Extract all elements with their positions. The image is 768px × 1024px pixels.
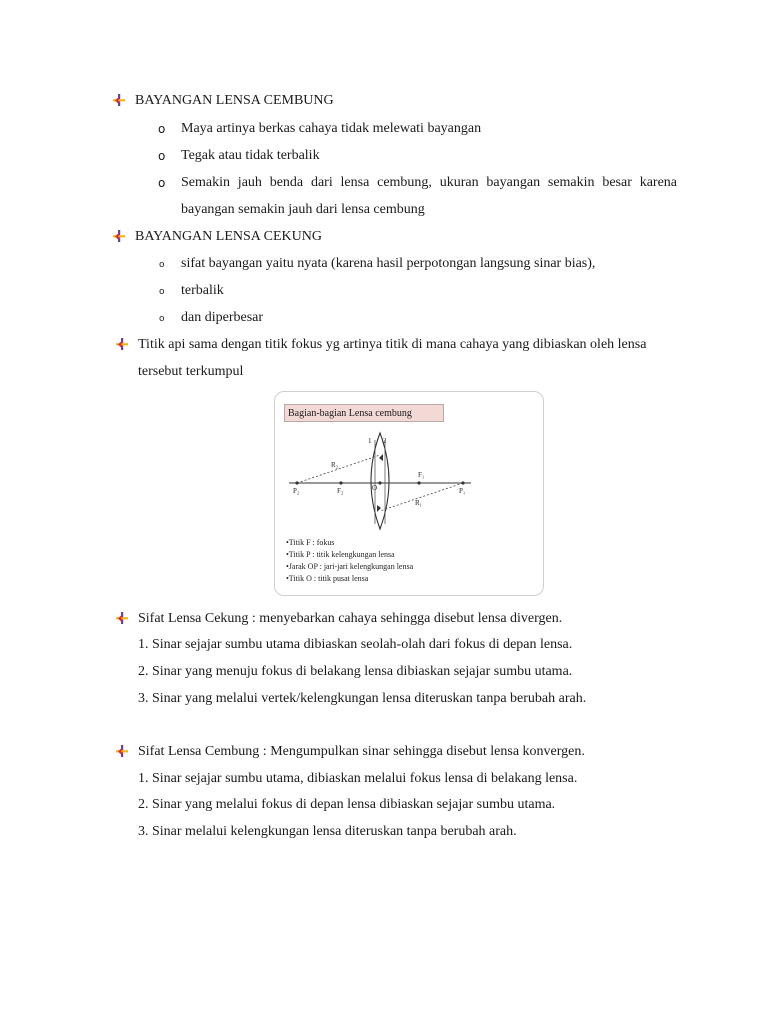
- paragraph-line: tersebut terkumpul: [138, 364, 244, 379]
- arrow-bullet-icon: [112, 93, 126, 107]
- list-item: 1. Sinar sejajar sumbu utama, dibiaskan melalui fokus lensa di belakang lensa.: [138, 771, 578, 786]
- circle-bullet-icon: o: [158, 149, 166, 163]
- circle-bullet-icon: o: [159, 287, 165, 297]
- circle-bullet-icon: o: [159, 260, 165, 270]
- section-heading: BAYANGAN LENSA CEKUNG: [135, 229, 322, 244]
- figure-title: Bagian-bagian Lensa cembung: [284, 404, 444, 422]
- list-item: 1. Sinar sejajar sumbu utama dibiaskan seolah-olah dari fokus di depan lensa.: [138, 637, 573, 652]
- arrow-bullet-icon: [112, 229, 126, 243]
- label-f1: F₁: [418, 471, 425, 479]
- label-o: O: [372, 484, 378, 492]
- label-r1: R₁: [415, 499, 423, 507]
- circle-bullet-icon: o: [158, 176, 166, 190]
- legend-item: •Titik P : titik kelengkungan lensa: [286, 550, 395, 559]
- label-2: 2: [383, 437, 387, 445]
- legend-item: •Titik O : titik pusat lensa: [286, 574, 369, 583]
- list-item: dan diperbesar: [181, 310, 264, 325]
- lens-diagram-figure: [274, 391, 544, 596]
- section-heading: BAYANGAN LENSA CEMBUNG: [135, 93, 334, 108]
- section-heading: Sifat Lensa Cekung : menyebarkan cahaya sehingga disebut lensa divergen.: [138, 611, 563, 626]
- legend-item: •Jarak OP : jari-jari kelengkungan lensa: [286, 562, 414, 571]
- list-item: 3. Sinar melalui kelengkungan lensa diteruskan tanpa berubah arah.: [138, 824, 517, 839]
- list-item: Maya artinya berkas cahaya tidak melewati bayangan: [181, 121, 482, 136]
- list-item: Tegak atau tidak terbalik: [181, 148, 320, 163]
- list-item: Semakin jauh benda dari lensa cembung, ukuran bayangan semakin besar karena: [181, 175, 677, 190]
- circle-bullet-icon: o: [159, 314, 165, 324]
- paragraph-line: Titik api sama dengan titik fokus yg artinya titik di mana cahaya yang dibiaskan oleh lensa: [138, 337, 647, 352]
- circle-bullet-icon: o: [158, 122, 166, 136]
- label-1: 1: [368, 437, 372, 445]
- section-heading: Sifat Lensa Cembung : Mengumpulkan sinar sehingga disebut lensa konvergen.: [138, 744, 585, 759]
- list-item: 2. Sinar yang melalui fokus di depan lensa dibiaskan sejajar sumbu utama.: [138, 797, 556, 812]
- list-item: 2. Sinar yang menuju fokus di belakang lensa dibiaskan sejajar sumbu utama.: [138, 664, 573, 679]
- label-r2: R₂: [331, 461, 339, 469]
- arrow-bullet-icon: [115, 337, 129, 351]
- list-item-continuation: bayangan semakin jauh dari lensa cembung: [181, 202, 425, 217]
- convex-lens-diagram: [275, 392, 543, 532]
- list-item: sifat bayangan yaitu nyata (karena hasil perpotongan langsung sinar bias),: [181, 256, 596, 271]
- arrow-bullet-icon: [115, 744, 129, 758]
- legend-item: •Titik F : fokus: [286, 538, 335, 547]
- list-item: 3. Sinar yang melalui vertek/kelengkungan lensa diteruskan tanpa berubah arah.: [138, 691, 587, 706]
- list-item: terbalik: [181, 283, 224, 298]
- label-f2: F₂: [337, 487, 344, 495]
- arrow-bullet-icon: [115, 611, 129, 625]
- label-p2: P₂: [293, 487, 300, 495]
- label-p1: P₁: [459, 487, 466, 495]
